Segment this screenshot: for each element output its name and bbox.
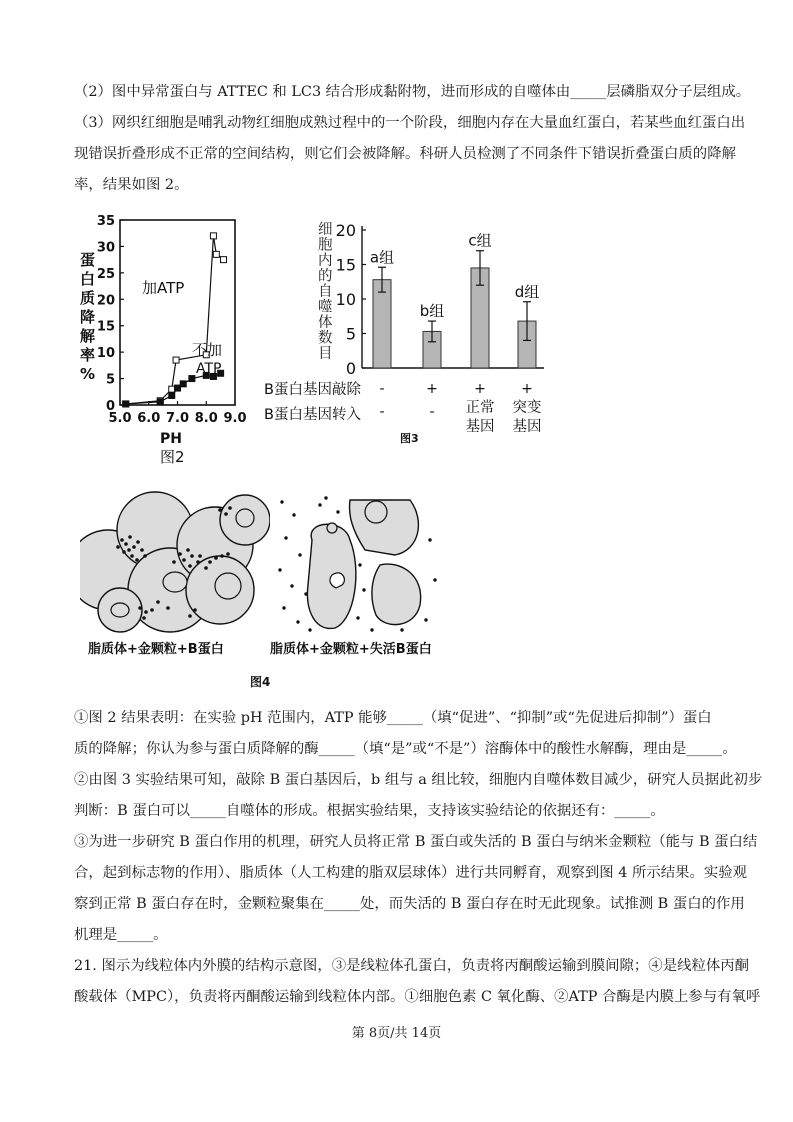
- q3-sub2-line2: 判断：B 蛋白可以_____自噬体的形成。根据实验结果，支持该实验结论的依据还有：_____。: [74, 803, 665, 819]
- fig3-row1-mark: +: [474, 381, 486, 397]
- figure-3: [262, 212, 562, 450]
- fig3-row2-label: B蛋白基因转入: [264, 407, 361, 423]
- fig2-ylabel-char: 质: [80, 289, 96, 307]
- fig2-label-noatp-1: 不加: [192, 341, 223, 359]
- fig2-data-point: [180, 381, 186, 387]
- fig3-ylabel-char: 的: [318, 268, 333, 285]
- page-footer: 第 8页/共 14页: [351, 1026, 442, 1041]
- fig2-data-point: [157, 399, 163, 405]
- fig3-bar-label: d组: [514, 282, 540, 301]
- fig2-plot-frame: [120, 220, 235, 405]
- fig2-ylabel-char: %: [80, 365, 96, 383]
- fig2-data-point: [123, 401, 129, 407]
- fig3-row2-mark: -: [429, 404, 435, 420]
- fig2-xlabel: PH: [160, 431, 182, 447]
- q3-intro-line2: 现错误折叠形成不正常的空间结构，则它们会被降解。科研人员检测了不同条件下错误折叠蛋白质的降解: [74, 146, 736, 162]
- fig2-data-point: [210, 233, 216, 239]
- fig3-row1-mark: +: [521, 381, 533, 397]
- q3-sub1-line2: 质的降解；你认为参与蛋白质降解的酶_____（填“是”或“不是”）溶酶体中的酸性水解酶，理由是_____。: [74, 741, 737, 757]
- fig3-chart: [262, 212, 562, 450]
- fig3-bar-label: b组: [419, 302, 445, 321]
- fig2-caption: 图2: [160, 448, 185, 465]
- fig2-xtick-label: 5.0: [108, 411, 132, 426]
- fig3-caption: 图3: [400, 432, 419, 445]
- fig3-ylabel-char: 噬: [318, 299, 333, 316]
- fig3-bar-label: a组: [369, 248, 395, 267]
- fig2-label-atp: 加ATP: [142, 279, 185, 297]
- fig3-ytick-label: 5: [345, 324, 356, 344]
- fig3-row2-gene-label: 正常: [465, 400, 495, 416]
- fig3-row2-gene-label: 突变: [512, 400, 542, 416]
- fig3-ylabel-char: 体: [318, 315, 333, 331]
- fig3-bar-label: c组: [468, 231, 492, 250]
- fig3-bar: [373, 280, 391, 368]
- q2-text: （2）图中异常蛋白与 ATTEC 和 LC3 结合形成黏附物，进而形成的自噬体由_____层磷脂双分子层组成。: [74, 84, 751, 100]
- fig2-ytick-label: 25: [96, 266, 115, 282]
- figure-4: [80, 490, 440, 690]
- fig3-ylabel-char: 内: [318, 253, 333, 269]
- fig2-xtick-label: 6.0: [137, 411, 161, 426]
- fig3-row2-gene-label: 基因: [465, 419, 495, 435]
- fig4-right-panel: [270, 490, 440, 635]
- fig2-data-point: [221, 257, 227, 263]
- fig2-ytick-label: 30: [96, 240, 115, 256]
- fig2-ylabel-char: 解: [80, 327, 96, 345]
- fig3-row1-label: B蛋白基因敲除: [264, 382, 361, 398]
- fig4-micrograph: [80, 490, 440, 640]
- fig2-data-point: [175, 385, 181, 391]
- q3-intro-line3: 率，结果如图 2。: [74, 177, 189, 193]
- fig3-ytick-label: 0: [345, 359, 356, 378]
- fig3-row1-mark: -: [379, 381, 385, 397]
- fig2-data-point: [169, 386, 175, 392]
- q21-line1: 21. 图示为线粒体内外膜的结构示意图，③是线粒体孔蛋白，负责将丙酮酸运输到膜间隙；④是线粒体丙酮: [74, 958, 750, 974]
- fig3-ylabel-char: 数: [318, 330, 333, 347]
- fig3-ylabel-char: 自: [318, 284, 333, 300]
- fig2-ylabel-char: 率: [80, 346, 96, 364]
- fig2-xtick-label: 7.0: [165, 411, 190, 426]
- fig2-ylabel-char: 降: [80, 308, 96, 326]
- fig2-ytick-label: 5: [105, 372, 115, 388]
- fig2-ylabel-char: 蛋: [80, 251, 96, 269]
- fig3-ylabel-char: 细: [318, 222, 333, 238]
- q3-sub3-line2: 合，起到标志物的作用）、脂质体（人工构建的脂双层球体）进行共同孵育，观察到图 4 所示结果。实验观: [74, 865, 748, 881]
- fig4-left-panel: [80, 490, 270, 635]
- fig4-right-label: 脂质体+金颗粒+失活B蛋白: [270, 642, 432, 657]
- q3-sub3-line4: 机理是_____。: [74, 927, 168, 943]
- fig3-ytick-label: 10: [335, 290, 356, 309]
- q3-sub1-line1: ①图 2 结果表明：在实验 pH 范围内，ATP 能够_____（填“促进”、“抑制”或“先促进后抑制”）蛋白: [74, 710, 712, 726]
- fig3-ylabel-char: 目: [318, 346, 333, 362]
- fig2-data-point: [169, 392, 175, 398]
- fig3-row2-gene-label: 基因: [512, 419, 542, 435]
- fig2-ytick-label: 20: [96, 293, 115, 309]
- fig2-ylabel-char: 白: [80, 270, 96, 288]
- fig2-data-point: [189, 376, 195, 382]
- fig3-ylabel-char: 胞: [318, 237, 333, 254]
- figure-2: [70, 205, 270, 465]
- fig2-data-point: [213, 251, 219, 257]
- q3-sub3-line3: 察到正常 B 蛋白存在时，金颗粒聚集在_____处，而失活的 B 蛋白存在时无此现象。试推测 B 蛋白的作用: [74, 896, 745, 912]
- fig2-chart: [70, 205, 270, 465]
- fig3-ytick-label: 15: [335, 255, 356, 275]
- fig2-ytick-label: 35: [96, 214, 115, 229]
- fig2-xtick-label: 8.0: [194, 411, 218, 426]
- fig3-ytick-label: 20: [335, 221, 356, 240]
- fig4-left-label: 脂质体+金颗粒+B蛋白: [88, 642, 224, 657]
- fig2-label-noatp-2: ATP: [196, 361, 222, 377]
- fig2-xtick-label: 9.0: [223, 411, 247, 426]
- fig2-ytick-label: 15: [96, 319, 115, 335]
- fig2-data-point: [173, 357, 179, 363]
- fig3-row2-mark: -: [379, 404, 385, 420]
- fig2-ytick-label: 0: [105, 399, 115, 414]
- fig4-caption: 图4: [250, 675, 271, 689]
- q3-intro-line1: （3）网织红细胞是哺乳动物红细胞成熟过程中的一个阶段，细胞内存在大量血红蛋白，若某些血红蛋白出: [74, 115, 746, 131]
- fig2-ytick-label: 10: [96, 346, 115, 362]
- fig3-row1-mark: +: [426, 381, 438, 397]
- q3-sub2-line1: ②由图 3 实验结果可知，敲除 B 蛋白基因后，b 组与 a 组比较，细胞内自噬体数目减少，研究人员据此初步: [74, 772, 763, 788]
- q21-line2: 酸载体（MPC），负责将丙酮酸运输到线粒体内部。①细胞色素 C 氧化酶、②ATP 合酶是内膜上参与有氧呼: [74, 989, 761, 1005]
- q3-sub3-line1: ③为进一步研究 B 蛋白作用的机理，研究人员将正常 B 蛋白或失活的 B 蛋白与纳米金颗粒（能与 B 蛋白结: [74, 834, 758, 850]
